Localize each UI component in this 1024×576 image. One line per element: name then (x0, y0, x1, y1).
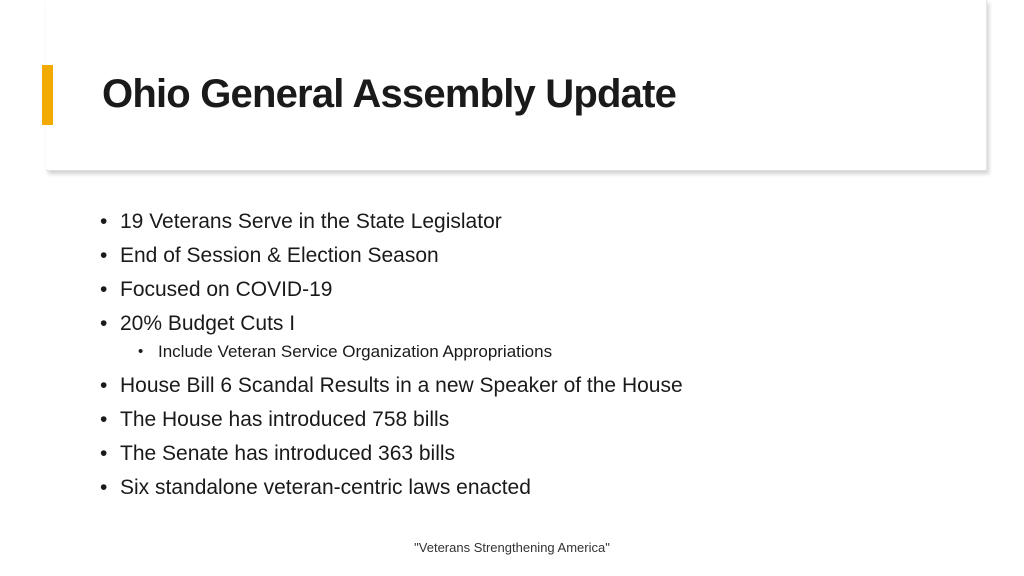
bullet-item (98, 205, 978, 239)
bullet-icon: • (100, 476, 108, 499)
slide-title: Ohio General Assembly Update (102, 72, 677, 116)
bullet-text: Focused on COVID-19 (120, 278, 333, 301)
bullet-icon: • (100, 210, 108, 233)
bullet-text: Six standalone veteran-centric laws enacted (120, 476, 531, 499)
sub-bullet-item (98, 341, 978, 363)
title-accent-bar (42, 65, 53, 125)
bullet-text: House Bill 6 Scandal Results in a new Speaker of the House (120, 374, 683, 397)
sub-bullet-icon: • (138, 343, 144, 360)
bullet-icon: • (100, 442, 108, 465)
sub-bullet-list (98, 341, 978, 363)
bullet-list (98, 205, 978, 505)
bullet-icon: • (100, 278, 108, 301)
sub-bullet-group (98, 341, 978, 363)
bullet-icon: • (100, 312, 108, 335)
bullet-text: End of Session & Election Season (120, 244, 439, 267)
bullet-icon: • (100, 374, 108, 397)
bullet-icon: • (100, 408, 108, 431)
bullet-item (98, 369, 978, 403)
bullet-text: 19 Veterans Serve in the State Legislator (120, 210, 502, 233)
sub-bullet-text: Include Veteran Service Organization Appropriations (158, 342, 553, 361)
bullet-item (98, 239, 978, 273)
bullet-item (98, 471, 978, 505)
footer-tagline: "Veterans Strengthening America" (414, 540, 610, 555)
bullet-icon: • (100, 244, 108, 267)
bullet-text: The House has introduced 758 bills (120, 408, 450, 431)
bullet-item (98, 437, 978, 471)
bullet-item (98, 307, 978, 341)
bullet-item (98, 403, 978, 437)
bullet-text: The Senate has introduced 363 bills (120, 442, 456, 465)
bullet-text: 20% Budget Cuts I (120, 312, 296, 335)
bullet-item (98, 273, 978, 307)
